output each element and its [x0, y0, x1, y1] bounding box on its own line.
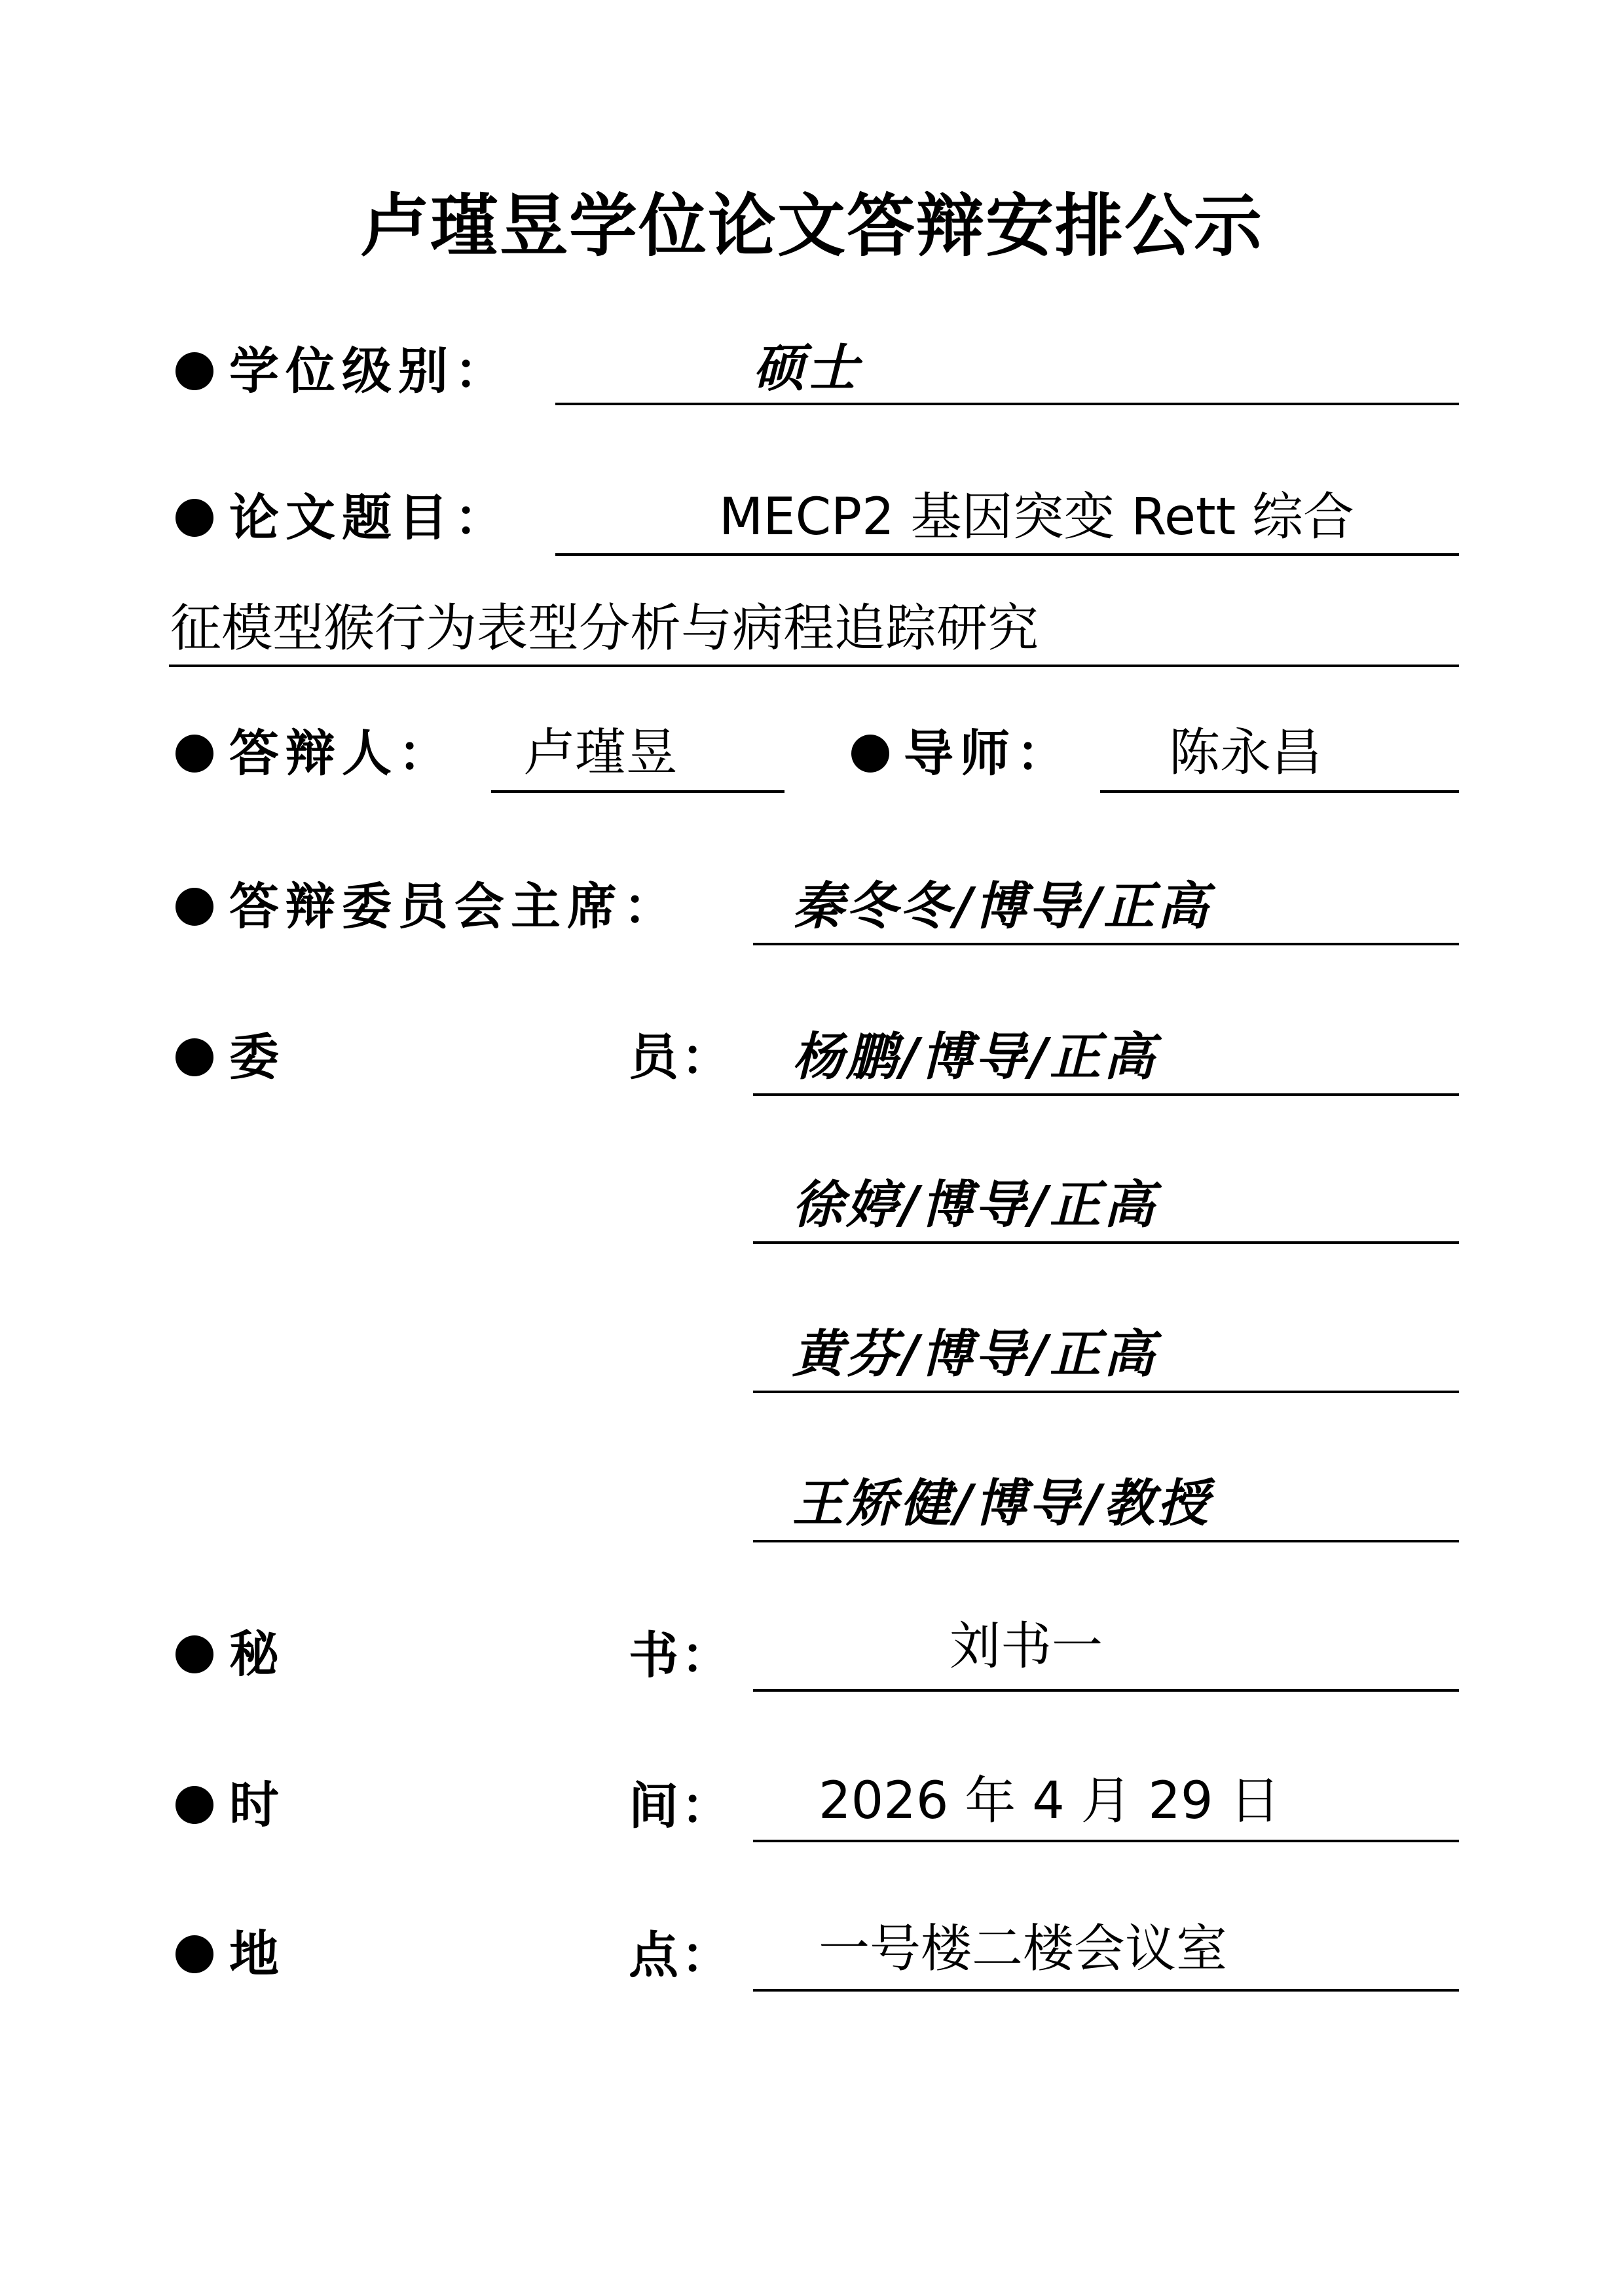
- degree-field: [555, 331, 1459, 405]
- bullet-secretary: [175, 1635, 213, 1673]
- time-label-right: 间: [629, 1777, 685, 1835]
- thesis-value-rest: 基因突变 Rett 综合: [894, 488, 1354, 547]
- place-label-left: 地: [229, 1925, 286, 1983]
- thesis-value-line1: [719, 481, 1354, 553]
- chair-value: 秦冬冬/博导/正高: [792, 877, 1211, 936]
- place-value: 一号楼二楼会议室: [819, 1920, 1228, 1978]
- bullet-chair: [175, 888, 213, 926]
- bullet-advisor: [851, 735, 889, 773]
- thesis-gene-name: MECP2: [719, 488, 895, 547]
- member-4: 王矫健/博导/教授: [792, 1474, 1211, 1533]
- bullet-thesis: [175, 499, 213, 537]
- bullet-members: [175, 1038, 213, 1076]
- secretary-label-left: 秘: [229, 1625, 286, 1683]
- thesis-value-line2: 征模型猴行为表型分析与病程追踪研究: [170, 599, 1039, 658]
- members-colon: ：: [681, 1028, 731, 1086]
- bullet-degree: [175, 352, 213, 390]
- defender-label: 答辩人：: [229, 724, 454, 782]
- secretary-value: 刘书一: [950, 1617, 1103, 1676]
- members-label-left: 委: [229, 1028, 286, 1086]
- bullet-place: [175, 1935, 213, 1973]
- degree-label: 学位级别：: [229, 342, 511, 400]
- members-label-right: 员: [629, 1028, 685, 1086]
- bullet-time: [175, 1786, 213, 1824]
- chair-label: 答辩委员会主席：: [229, 877, 680, 936]
- defender-value: 卢瑾昱: [524, 723, 678, 782]
- page-title: 卢瑾昱学位论文答辩安排公示: [360, 186, 1263, 266]
- time-value: 2026 年 4 月 29 日: [819, 1772, 1281, 1831]
- time-colon: ：: [681, 1777, 731, 1835]
- member-3: 黄芬/博导/正高: [792, 1324, 1157, 1384]
- member-2: 徐婷/博导/正高: [792, 1175, 1157, 1235]
- secretary-label-right: 书: [629, 1626, 685, 1685]
- time-label-left: 时: [229, 1776, 286, 1834]
- degree-value: 硕士: [753, 338, 861, 398]
- place-label-right: 点: [629, 1926, 685, 1984]
- advisor-label: 导师：: [904, 724, 1073, 782]
- advisor-value: 陈永昌: [1169, 723, 1323, 782]
- secretary-colon: ：: [681, 1626, 731, 1685]
- thesis-label: 论文题目：: [229, 488, 511, 547]
- secretary-field: [753, 1617, 1459, 1692]
- member-1: 杨鹏/博导/正高: [792, 1027, 1157, 1087]
- place-colon: ：: [681, 1926, 731, 1984]
- bullet-defender: [175, 735, 213, 773]
